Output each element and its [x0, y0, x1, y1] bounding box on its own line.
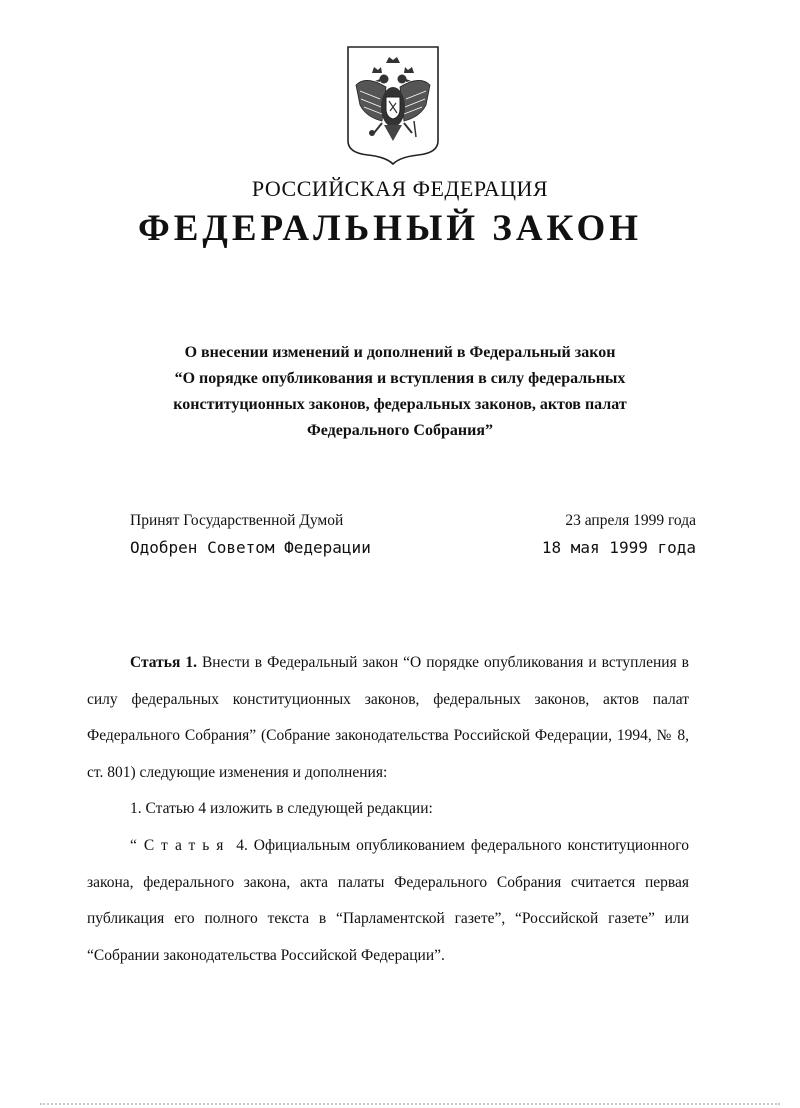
article-1-paragraph — [87, 645, 689, 791]
law-title — [90, 340, 710, 444]
law-title-line: О внесении изменений и дополнений в Федеральный закон — [184, 344, 616, 361]
duma-adoption-date: 23 апреля 1999 года — [565, 512, 696, 529]
quoted-article-label: “Статья — [130, 836, 231, 854]
article-1-label: Статья 1. — [130, 654, 197, 671]
quoted-article-text: 4. Официальным опубликованием федерального конституционного закона, федерального закона, акта палаты Федерального Собрания считается первая публикация его полного текста в “Парламентской газете”, “Российской газете” или “Собрании законодательства Российской Федерации”. — [87, 836, 689, 964]
article-1-text: Внести в Федеральный закон “О порядке опубликования и вступления в силу федеральных конституционных законов, федеральных законов, актов палат Федерального Собрания” (Собрание законодательства Российской Федерации, 1994, № 8, ст. 801) следующие изменения и дополнения: — [87, 654, 690, 781]
scan-edge-divider — [40, 1103, 780, 1107]
council-approval-label: Одобрен Советом Федерации — [130, 538, 371, 557]
quoted-article-paragraph — [87, 828, 689, 974]
document-body — [87, 645, 689, 974]
law-title-line: конституционных законов, федеральных законов, актов палат — [173, 396, 627, 413]
country-heading: РОССИЙСКАЯ ФЕДЕРАЦИЯ — [251, 176, 549, 201]
law-title-line: Федерального Собрания” — [307, 422, 493, 439]
russian-double-headed-eagle-icon — [346, 45, 440, 165]
law-title-line: “О порядке опубликования и вступления в силу федеральных — [174, 370, 626, 387]
council-approval-date: 18 мая 1999 года — [541, 538, 696, 557]
duma-adoption-label: Принят Государственной Думой — [130, 512, 344, 529]
document-type-heading: ФЕДЕРАЛЬНЫЙ ЗАКОН — [137, 208, 643, 249]
item-1-paragraph: 1. Статью 4 изложить в следующей редакции: — [130, 800, 433, 818]
